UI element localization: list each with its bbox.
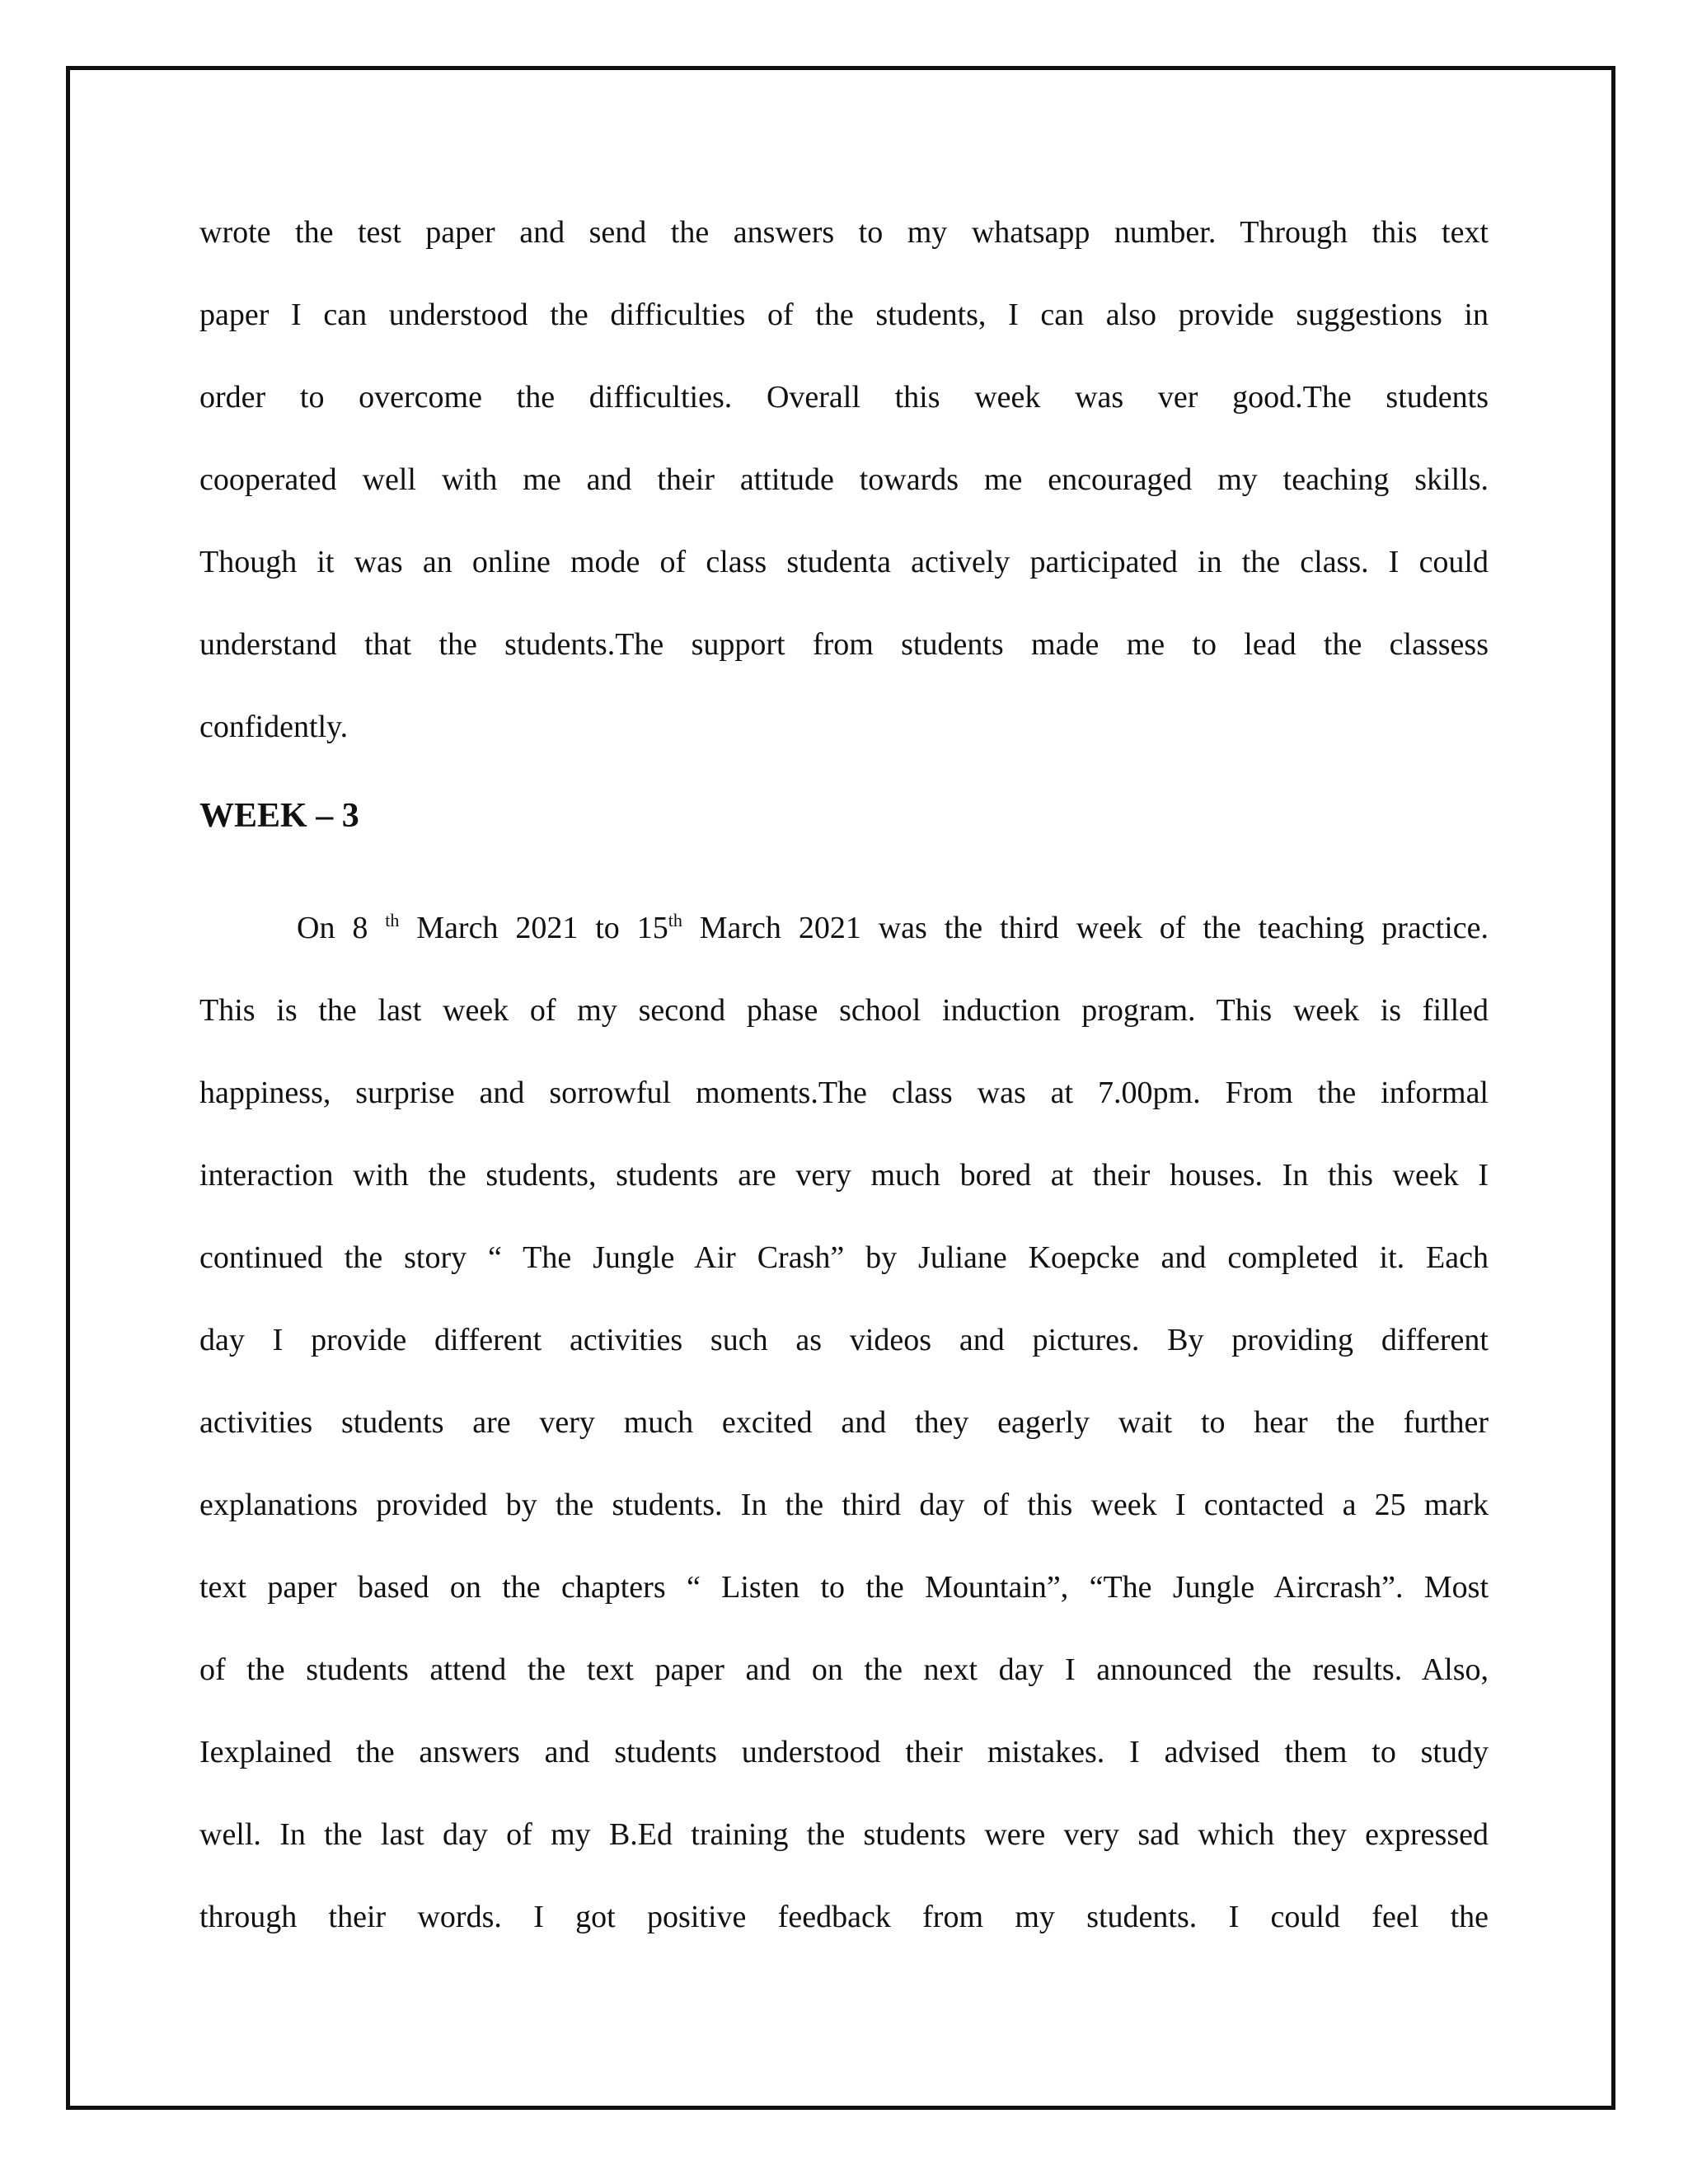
text-line-first bbox=[199, 887, 1489, 969]
ordinal-superscript: th bbox=[668, 910, 682, 930]
text-line: through their words. I got positive feedback from my students. I could feel the bbox=[199, 1900, 1489, 1934]
text-line: continued the story “ The Jungle Air Crash” by Juliane Koepcke and completed it. Each bbox=[199, 1240, 1489, 1275]
text-fragment: March 2021 was the third week of the teaching practice. bbox=[682, 911, 1489, 945]
text-line: activities students are very much excited and they eagerly wait to hear the further bbox=[199, 1405, 1489, 1440]
text-line: wrote the test paper and send the answers to my whatsapp number. Through this text bbox=[199, 215, 1489, 250]
text-line: explanations provided by the students. In the third day of this week I contacted a 25 mark bbox=[199, 1488, 1489, 1522]
section-heading: WEEK – 3 bbox=[199, 797, 359, 835]
paragraph-week3 bbox=[199, 887, 1489, 1958]
text-line: This is the last week of my second phase school induction program. This week is filled bbox=[199, 993, 1489, 1028]
text-line: text paper based on the chapters “ Listen to the Mountain”, “The Jungle Aircrash”. Most bbox=[199, 1570, 1489, 1605]
text-line: interaction with the students, students are very much bored at their houses. In this week I bbox=[199, 1158, 1489, 1193]
text-line: Though it was an online mode of class studenta actively participated in the class. I could bbox=[199, 545, 1489, 579]
text-line: well. In the last day of my B.Ed training the students were very sad which they expressed bbox=[199, 1817, 1489, 1852]
text-line: paper I can understood the difficulties of the students, I can also provide suggestions in bbox=[199, 298, 1489, 332]
text-fragment: On 8 bbox=[297, 911, 386, 945]
document-body bbox=[199, 191, 1489, 1958]
text-fragment: March 2021 to 15 bbox=[399, 911, 668, 945]
text-line: order to overcome the difficulties. Overall this week was ver good.The students bbox=[199, 380, 1489, 415]
text-line: cooperated well with me and their attitude towards me encouraged my teaching skills. bbox=[199, 462, 1489, 497]
text-line: Iexplained the answers and students understood their mistakes. I advised them to study bbox=[199, 1735, 1489, 1769]
paragraph-week2-conclusion bbox=[199, 191, 1489, 768]
text-line: day I provide different activities such as videos and pictures. By providing different bbox=[199, 1323, 1489, 1357]
ordinal-superscript: th bbox=[385, 910, 400, 930]
text-line: understand that the students.The support from students made me to lead the classess bbox=[199, 627, 1489, 662]
text-line: of the students attend the text paper and on the next day I announced the results. Also, bbox=[199, 1652, 1489, 1687]
text-line: confidently. bbox=[199, 710, 349, 744]
text-line: happiness, surprise and sorrowful moments.The class was at 7.00pm. From the informal bbox=[199, 1076, 1489, 1110]
